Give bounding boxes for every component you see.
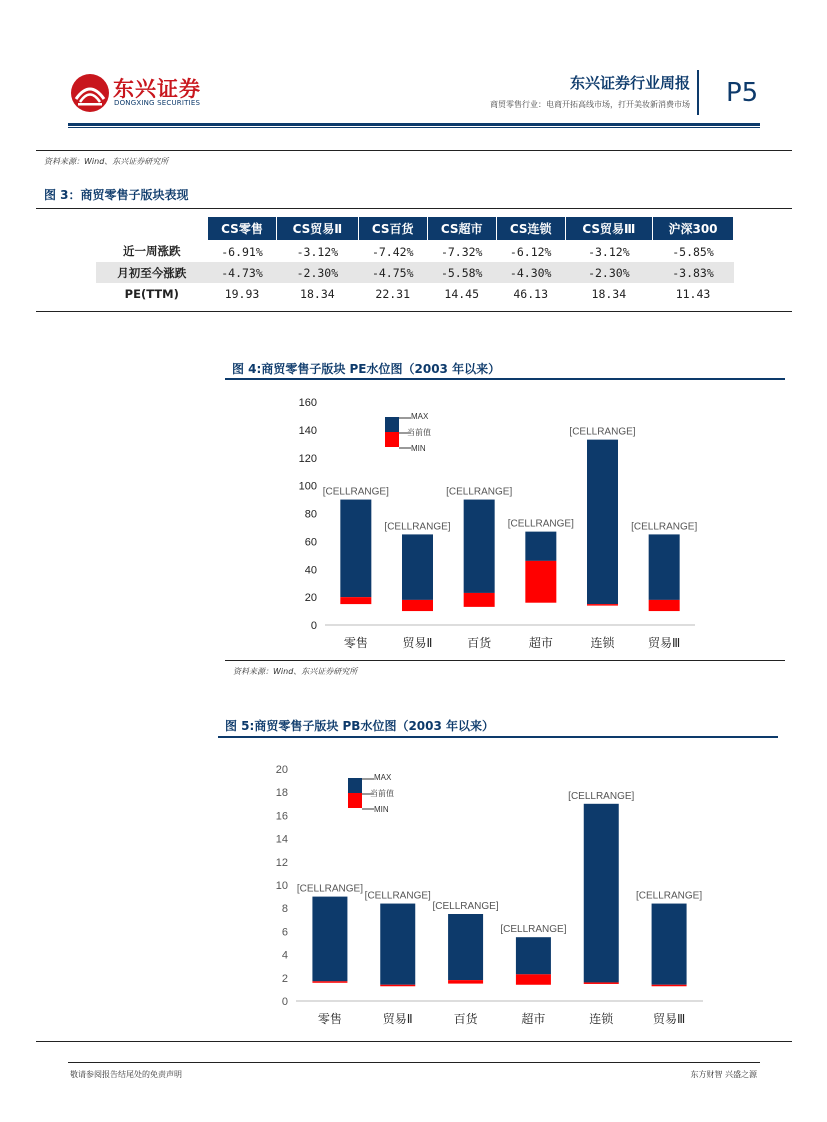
y-tick-label: 60 — [304, 536, 317, 549]
table-cell: -4.30% — [496, 262, 565, 283]
y-tick-label: 18 — [275, 787, 288, 800]
table-cell: 18.34 — [591, 286, 627, 301]
y-tick-label: 2 — [281, 972, 288, 985]
y-tick-label: 0 — [310, 620, 317, 632]
x-tick-label: 贸易Ⅱ — [402, 636, 433, 650]
y-tick-label: 4 — [281, 949, 288, 962]
bar-current — [464, 593, 495, 607]
y-tick-label: 20 — [304, 592, 317, 605]
bar-current — [652, 985, 687, 987]
table-cell: -3.12% — [588, 244, 630, 259]
col-header: CS超市 — [427, 217, 496, 241]
table-row — [96, 283, 734, 304]
bar-current — [516, 974, 551, 984]
table-cell: -6.12% — [509, 244, 552, 259]
legend-label-min: MIN — [374, 805, 389, 814]
table-cell: -5.58% — [427, 262, 496, 283]
y-tick-label: 120 — [298, 452, 317, 465]
fig4-source-note: 资料来源：Wind、东兴证券研究所 — [233, 667, 358, 676]
legend-label-current: 当前值 — [370, 789, 394, 798]
table-cell: -7.32% — [440, 244, 483, 259]
table-cell: -2.30% — [277, 262, 359, 283]
y-tick-label: 10 — [275, 880, 288, 892]
legend-swatch-max — [348, 778, 362, 793]
sector-performance-table — [96, 216, 734, 304]
fig4-title-rule — [225, 378, 785, 380]
y-tick-label: 14 — [275, 833, 288, 846]
fig5-title-rule — [218, 736, 778, 738]
bar-max — [516, 937, 551, 974]
bar-current — [312, 981, 347, 983]
bar-max — [464, 500, 495, 593]
data-label: [CELLRANGE] — [446, 486, 513, 498]
disclaimer-note: 敬请参阅报告结尾处的免责声明 — [70, 1070, 182, 1079]
header-rule-thin — [68, 127, 760, 128]
y-tick-label: 6 — [281, 926, 288, 939]
col-header: 沪深300 — [653, 217, 734, 241]
bar-current — [649, 600, 680, 611]
row-label: PE(TTM) — [124, 286, 179, 301]
footer-rule-top — [36, 1041, 792, 1042]
data-label: [CELLRANGE] — [322, 486, 389, 498]
bar-max — [402, 534, 433, 600]
y-tick-label: 100 — [298, 480, 317, 493]
bar-max — [380, 904, 415, 985]
x-tick-label: 贸易Ⅲ — [648, 636, 681, 650]
header-divider — [697, 70, 699, 115]
pb-water-level-chart — [218, 745, 798, 1040]
data-label: [CELLRANGE] — [296, 883, 363, 895]
x-tick-label: 零售 — [343, 636, 368, 650]
x-tick-label: 零售 — [317, 1012, 342, 1026]
table-cell: -3.83% — [653, 262, 734, 283]
data-label: [CELLRANGE] — [500, 924, 567, 936]
bar-max — [525, 532, 556, 561]
fig3-title-rule — [36, 208, 792, 209]
col-header: CS贸易Ⅲ — [565, 217, 652, 241]
legend-swatch-current — [348, 793, 362, 808]
table-cell: -3.12% — [296, 244, 339, 259]
data-label: [CELLRANGE] — [636, 890, 703, 902]
col-header: CS连锁 — [496, 217, 565, 241]
x-tick-label: 连锁 — [589, 1012, 614, 1026]
bar-current — [340, 597, 371, 604]
table-cell: 14.45 — [444, 286, 480, 301]
x-tick-label: 百货 — [467, 636, 492, 650]
y-tick-label: 8 — [281, 903, 288, 916]
report-title: 东兴证券行业周报 — [569, 74, 690, 92]
source-note-top: 资料来源：Wind、东兴证券研究所 — [44, 157, 169, 166]
y-tick-label: 12 — [275, 856, 288, 869]
x-tick-label: 超市 — [521, 1012, 546, 1026]
table-cell: 11.43 — [675, 286, 711, 301]
legend-swatch-current — [385, 432, 399, 447]
data-label: [CELLRANGE] — [631, 521, 698, 533]
table-cell: 46.13 — [513, 286, 548, 301]
legend-label-max: MAX — [374, 773, 392, 782]
section-divider — [36, 150, 792, 151]
footer-slogan: 东方财智 兴盛之源 — [690, 1070, 757, 1079]
bar-current — [402, 600, 433, 611]
x-tick-label: 百货 — [453, 1012, 478, 1026]
data-label: [CELLRANGE] — [507, 518, 574, 530]
footer-rule — [68, 1062, 760, 1063]
y-tick-label: 20 — [275, 764, 288, 776]
bar-max — [340, 500, 371, 598]
logo-text-cn: 东兴证券 — [113, 77, 201, 101]
x-tick-label: 连锁 — [590, 636, 615, 650]
fig5-title: 图 5:商贸零售子版块 PB水位图（2003 年以来） — [225, 719, 495, 733]
bar-current — [525, 561, 556, 603]
logo-text-en: DONGXING SECURITIES — [114, 99, 201, 107]
bar-max — [652, 904, 687, 985]
table-header-row — [96, 217, 734, 241]
table-cell: 22.31 — [375, 286, 411, 301]
table-row — [96, 262, 734, 283]
y-tick-label: 40 — [304, 564, 317, 577]
pe-water-level-chart — [225, 385, 795, 660]
bar-current — [448, 980, 483, 983]
bar-current — [380, 985, 415, 987]
y-tick-label: 140 — [298, 424, 317, 437]
table-cell: -5.85% — [672, 244, 714, 259]
bar-max — [584, 804, 619, 983]
fig3-bottom-rule — [36, 311, 792, 312]
fig3-title: 图 3：商贸零售子版块表现 — [44, 188, 189, 202]
fig4-title: 图 4:商贸零售子版块 PE水位图（2003 年以来） — [232, 362, 501, 376]
table-row — [96, 241, 734, 263]
legend-swatch-max — [385, 417, 399, 432]
bar-max — [312, 897, 347, 982]
table-corner — [96, 217, 208, 241]
data-label: [CELLRANGE] — [384, 521, 451, 533]
table-cell: -6.91% — [221, 244, 263, 259]
bar-max — [587, 440, 618, 604]
table-cell: 18.34 — [300, 286, 335, 301]
col-header: CS零售 — [208, 217, 277, 241]
header-rule — [68, 123, 760, 126]
y-tick-label: 160 — [298, 397, 317, 409]
table-cell: -4.73% — [208, 262, 277, 283]
y-tick-label: 80 — [304, 508, 317, 521]
data-label: [CELLRANGE] — [568, 790, 635, 802]
table-cell: -4.75% — [358, 262, 427, 283]
logo-icon — [70, 73, 110, 113]
legend-label-max: MAX — [411, 412, 429, 421]
row-label: 近一周涨跌 — [123, 244, 181, 259]
col-header: CS贸易Ⅱ — [277, 217, 359, 241]
x-tick-label: 贸易Ⅲ — [652, 1012, 686, 1026]
data-label: [CELLRANGE] — [569, 426, 636, 438]
x-tick-label: 贸易Ⅱ — [382, 1012, 413, 1026]
data-label: [CELLRANGE] — [364, 890, 431, 902]
legend-label-min: MIN — [411, 444, 426, 453]
page-number: P5 — [726, 78, 759, 108]
data-label: [CELLRANGE] — [432, 901, 499, 912]
row-label: 月初至今涨跌 — [96, 262, 208, 283]
legend-label-current: 当前值 — [407, 428, 431, 437]
bar-max — [448, 914, 483, 980]
fig4-bottom-rule — [225, 660, 785, 661]
table-cell: 19.93 — [224, 286, 260, 301]
table-cell: -2.30% — [565, 262, 652, 283]
table-cell: -7.42% — [371, 244, 414, 259]
bar-max — [649, 534, 680, 600]
bar-current — [587, 604, 618, 606]
report-subtitle: 商贸零售行业：电商开拓高线市场，打开美妆新消费市场 — [490, 100, 690, 109]
y-tick-label: 16 — [275, 810, 288, 823]
x-tick-label: 超市 — [528, 636, 553, 650]
bar-current — [584, 982, 619, 984]
y-tick-label: 0 — [281, 996, 288, 1008]
col-header: CS百货 — [358, 217, 427, 241]
